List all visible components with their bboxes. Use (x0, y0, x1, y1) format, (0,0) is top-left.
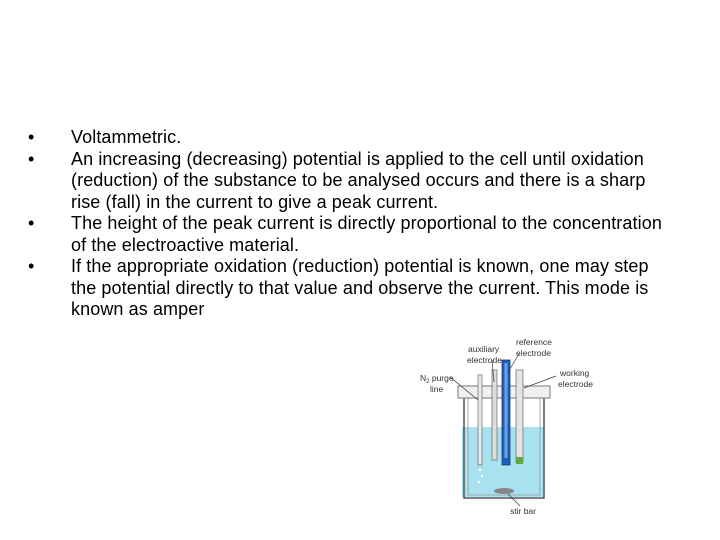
bullet-item: • An increasing (decreasing) potential is applied to the cell until oxidation (reduction) of the substance to be analysed occurs and there is a sharp rise (fall) in the current to give a peak current. (28, 149, 668, 214)
bullet-item: • The height of the peak current is directly proportional to the concentration of the electroactive material. (28, 213, 668, 256)
working-electrode-label: electrode (558, 379, 593, 389)
stir-bar-label: stir bar (510, 506, 536, 516)
n2-purge-tube (478, 375, 482, 465)
n2-purge-label: $N_2$ purge (420, 373, 454, 385)
bullet-list (28, 127, 668, 321)
stir-bar (494, 488, 514, 494)
auxiliary-electrode-label: auxiliary (468, 344, 500, 354)
working-electrode (516, 370, 523, 462)
bullet-item: • Voltammetric. (28, 127, 668, 149)
auxiliary-electrode (492, 370, 497, 460)
bullet-item: • If the appropriate oxidation (reduction) potential is known, one may step the potential directly to that value and observe the current. This mode is known as amper (28, 256, 668, 321)
auxiliary-electrode-label: electrode (467, 355, 502, 365)
reference-electrode-label: electrode (516, 348, 551, 358)
electrochemical-cell-diagram (412, 330, 602, 520)
reference-electrode-label: reference (516, 337, 552, 347)
working-electrode-label: working (560, 368, 590, 378)
working-electrode-tip (516, 457, 523, 464)
n2-purge-label: line (430, 384, 444, 394)
